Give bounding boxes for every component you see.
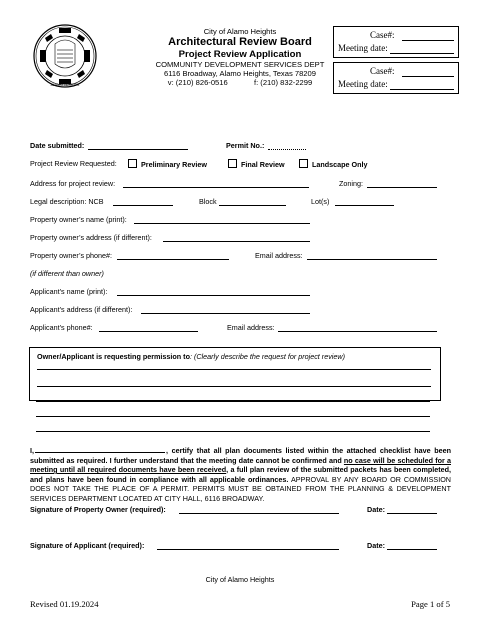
cert-part-1: , certify that all plan documents listed within the attached checklist have been submitted as required. I further understand that the meeting date cannot be confirmed and xyxy=(30,446,451,465)
applicant-signature-field[interactable] xyxy=(157,549,339,550)
applicant-date-field[interactable] xyxy=(387,549,437,550)
owner-email-field[interactable] xyxy=(307,259,437,260)
applicant-email-label: Email address: xyxy=(227,323,275,332)
meeting-date-label-2[interactable]: Meeting date: xyxy=(338,79,388,89)
certification-text xyxy=(30,445,451,503)
case-label-2: Case#: xyxy=(370,66,395,76)
request-line-3[interactable] xyxy=(36,401,430,402)
footer-page-number: Page 1 of 5 xyxy=(411,599,450,609)
owner-phone-label: Property owner’s phone#: xyxy=(30,251,113,260)
footer-city: City of Alamo Heights xyxy=(205,575,275,584)
zoning-field[interactable] xyxy=(367,187,437,188)
final-review-checkbox[interactable] xyxy=(228,159,237,168)
header-app-title: Project Review Application xyxy=(178,49,302,60)
applicant-date-label: Date: xyxy=(367,541,385,550)
date-submitted-label: Date submitted: xyxy=(30,141,85,150)
cert-name-field[interactable] xyxy=(35,445,165,453)
lots-field[interactable] xyxy=(335,205,394,206)
meeting-date-label-1[interactable]: Meeting date: xyxy=(338,43,388,53)
applicant-signature-label: Signature of Applicant (required): xyxy=(30,541,145,550)
request-box xyxy=(29,347,441,401)
request-label: Owner/Applicant is requesting permission to xyxy=(37,352,190,361)
applicant-address-field[interactable] xyxy=(141,313,310,314)
header-phone: v: (210) 826-0516 xyxy=(167,78,228,87)
owner-address-label: Property owner’s address (if different): xyxy=(30,233,152,242)
address-for-project-field[interactable] xyxy=(123,187,309,188)
case-box-2 xyxy=(333,62,459,94)
final-review-option[interactable] xyxy=(228,159,285,169)
preliminary-review-option[interactable] xyxy=(128,159,207,169)
owner-date-field[interactable] xyxy=(387,513,437,514)
applicant-address-label: Applicant’s address (if different): xyxy=(30,305,133,314)
block-field[interactable] xyxy=(219,205,286,206)
request-line-2[interactable] xyxy=(37,386,431,387)
landscape-only-option[interactable] xyxy=(299,159,368,169)
request-line-4[interactable] xyxy=(36,416,430,417)
header-board-title: Architectural Review Board xyxy=(168,36,312,48)
applicant-email-field[interactable] xyxy=(278,331,437,332)
applicant-name-label: Applicant’s name (print): xyxy=(30,287,108,296)
ncb-field[interactable] xyxy=(113,205,173,206)
header-dept: COMMUNITY DEVELOPMENT SERVICES DEPT xyxy=(155,60,325,69)
case-box-1 xyxy=(333,26,459,58)
cert-i: I, xyxy=(30,446,34,455)
cert-part-2: , a full plan review of the submitted packets has been completed, and plans have been found in compliance with all applicable ordinances. xyxy=(30,465,452,484)
landscape-only-text: Landscape Only xyxy=(312,160,368,169)
request-line-5[interactable] xyxy=(36,431,430,432)
cert-underlined: no case will be scheduled for a meeting until all required documents have been received xyxy=(30,455,451,474)
final-review-text: Final Review xyxy=(241,160,285,169)
owner-name-label: Property owner’s name (print): xyxy=(30,215,127,224)
request-line-1[interactable] xyxy=(37,369,431,370)
owner-name-field[interactable] xyxy=(134,223,310,224)
preliminary-review-checkbox[interactable] xyxy=(128,159,137,168)
svg-text:ALAMO HEIGHTS: ALAMO HEIGHTS xyxy=(50,83,80,87)
landscape-only-checkbox[interactable] xyxy=(299,159,308,168)
zoning-label: Zoning: xyxy=(339,179,363,188)
applicant-phone-field[interactable] xyxy=(99,331,198,332)
owner-phone-field[interactable] xyxy=(117,259,229,260)
permit-no-label: Permit No.: xyxy=(226,141,265,150)
case-label-1: Case#: xyxy=(370,30,395,40)
owner-date-label: Date: xyxy=(367,505,385,514)
city-seal-logo xyxy=(33,24,97,88)
lots-label: Lot(s) xyxy=(311,197,330,206)
owner-signature-label: Signature of Property Owner (required): xyxy=(30,505,166,514)
legal-description-label: Legal description: NCB xyxy=(30,197,104,206)
address-for-project-label: Address for project review: xyxy=(30,179,116,188)
block-label: Block xyxy=(199,197,217,206)
owner-signature-field[interactable] xyxy=(179,513,339,514)
header-city: City of Alamo Heights xyxy=(203,27,277,36)
cert-caps: APPROVAL BY ANY BOARD OR COMMISSION DOES NOT TAKE THE PLACE OF A PERMIT. PERMITS MUST BE OBTAINED FROM THE PLANNING & DEVELOPMENT SERVICES DEPARTMENT LOCATED AT CITY HALL, 6116 BROADWAY. xyxy=(30,474,451,503)
header-address: 6116 Broadway, Alamo Heights, Texas 78209 xyxy=(164,69,316,78)
permit-no-field[interactable] xyxy=(268,149,306,150)
date-submitted-field[interactable] xyxy=(88,149,188,150)
preliminary-review-text: Preliminary Review xyxy=(141,160,207,169)
applicant-name-field[interactable] xyxy=(117,295,310,296)
footer-revised: Revised 01.19.2024 xyxy=(30,599,99,609)
applicant-phone-label: Applicant’s phone#: xyxy=(30,323,93,332)
owner-address-field[interactable] xyxy=(163,241,310,242)
request-hint: : (Clearly describe the request for project review) xyxy=(189,352,345,361)
owner-email-label: Email address: xyxy=(255,251,303,260)
if-different-note: (if different than owner) xyxy=(30,269,104,278)
header-fax: f: (210) 832-2299 xyxy=(253,78,313,87)
project-review-requested-label: Project Review Requested: xyxy=(30,159,117,168)
